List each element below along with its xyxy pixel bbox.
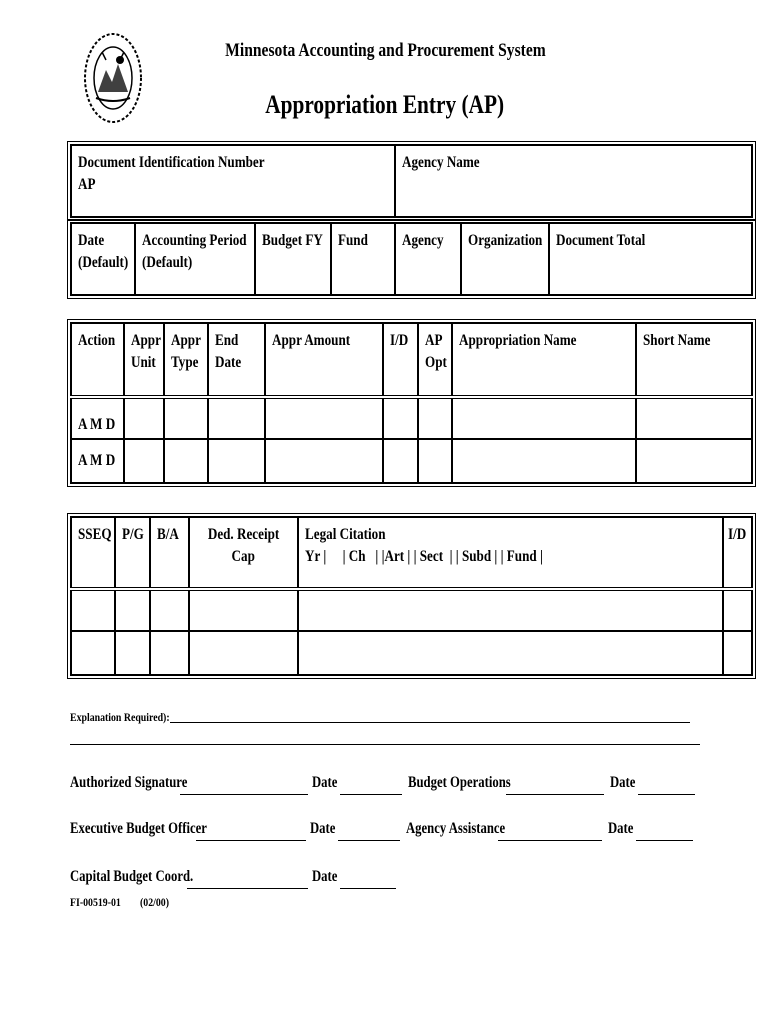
appropriation-name-cell[interactable]	[452, 397, 636, 439]
agency-assistance-date-line[interactable]	[636, 840, 693, 841]
id-cell[interactable]	[723, 589, 752, 631]
appr-unit-cell[interactable]	[124, 439, 164, 483]
form-revision: (02/00)	[140, 895, 169, 909]
table-row	[71, 397, 752, 439]
fund-cell[interactable]	[331, 223, 395, 295]
agency-cell[interactable]	[395, 223, 461, 295]
agency-assistance-line[interactable]	[498, 840, 602, 841]
sseq-header-row	[71, 517, 752, 589]
action-header: Action	[71, 323, 124, 397]
system-title: Minnesota Accounting and Procurement System	[224, 40, 546, 61]
appropriation-name-header: Appropriation Name	[452, 323, 636, 397]
appr-type-cell[interactable]	[164, 397, 208, 439]
id-cell[interactable]	[383, 439, 418, 483]
date-cell[interactable]	[71, 223, 135, 295]
budget-fy-label: Budget FY	[262, 232, 323, 249]
legal-citation-header: Legal Citation Yr | | Ch | |Art | | Sect | | Subd | | Fund |	[298, 517, 723, 589]
short-name-cell[interactable]	[636, 439, 752, 483]
agency-label: Agency	[402, 232, 444, 249]
agency-assistance-date-label: Date	[608, 820, 634, 837]
explanation-label: Explanation Required):	[70, 710, 170, 724]
pg-cell[interactable]	[115, 589, 150, 631]
action-cell[interactable]: A M D	[71, 439, 124, 483]
document-id-table	[70, 144, 753, 218]
explanation-line-1[interactable]	[170, 722, 690, 723]
accounting-period-default-label: (Default)	[142, 254, 193, 271]
explanation-row	[70, 708, 700, 726]
appr-type-header: Appr Type	[164, 323, 208, 397]
end-date-cell[interactable]	[208, 397, 265, 439]
sseq-table	[70, 516, 753, 676]
id-header: I/D	[723, 517, 752, 589]
authorized-signature-date-line[interactable]	[340, 794, 402, 795]
appr-type-cell[interactable]	[164, 439, 208, 483]
ap-opt-cell[interactable]	[418, 397, 452, 439]
pg-header: P/G	[115, 517, 150, 589]
end-date-header: End Date	[208, 323, 265, 397]
budget-operations-label: Budget Operations	[408, 774, 511, 791]
capital-budget-coord-date-line[interactable]	[340, 888, 396, 889]
appropriation-table	[70, 322, 753, 484]
ded-receipt-cap-cell[interactable]	[189, 631, 298, 675]
ap-opt-header: AP Opt	[418, 323, 452, 397]
document-total-cell[interactable]	[549, 223, 752, 295]
budget-operations-date-line[interactable]	[638, 794, 695, 795]
short-name-cell[interactable]	[636, 397, 752, 439]
ded-receipt-cap-cell[interactable]	[189, 589, 298, 631]
capital-budget-coord-line[interactable]	[187, 888, 308, 889]
short-name-header: Short Name	[636, 323, 752, 397]
document-id-cell[interactable]	[71, 145, 395, 217]
ded-receipt-cap-header: Ded. Receipt Cap	[189, 517, 298, 589]
id-cell[interactable]	[383, 397, 418, 439]
document-id-label: Document Identification Number	[78, 154, 265, 171]
sseq-header: SSEQ	[71, 517, 115, 589]
action-cell[interactable]: A M D	[71, 397, 124, 439]
sseq-cell[interactable]	[71, 589, 115, 631]
document-total-label: Document Total	[556, 232, 646, 249]
form-number: FI-00519-01	[70, 895, 121, 909]
sseq-cell[interactable]	[71, 631, 115, 675]
executive-budget-officer-line[interactable]	[196, 840, 306, 841]
accounting-period-cell[interactable]	[135, 223, 255, 295]
budget-operations-line[interactable]	[506, 794, 604, 795]
id-header: I/D	[383, 323, 418, 397]
authorized-signature-date-label: Date	[312, 774, 338, 791]
appr-unit-header: Appr Unit	[124, 323, 164, 397]
date-label: Date	[78, 232, 105, 249]
executive-budget-officer-label: Executive Budget Officer	[70, 820, 207, 837]
appropriation-header-row	[71, 323, 752, 397]
agency-name-label: Agency Name	[402, 154, 480, 171]
agency-assistance-label: Agency Assistance	[406, 820, 506, 837]
form-title: Appropriation Entry (AP)	[265, 90, 505, 119]
appr-unit-cell[interactable]	[124, 397, 164, 439]
capital-budget-coord-date-label: Date	[312, 868, 338, 885]
appropriation-name-cell[interactable]	[452, 439, 636, 483]
authorized-signature-line[interactable]	[180, 794, 308, 795]
document-id-value: AP	[78, 176, 96, 193]
appr-amount-header: Appr Amount	[265, 323, 383, 397]
ba-header: B/A	[150, 517, 189, 589]
agency-name-cell[interactable]	[395, 145, 752, 217]
appr-amount-cell[interactable]	[265, 397, 383, 439]
end-date-cell[interactable]	[208, 439, 265, 483]
legal-citation-cell[interactable]	[298, 631, 723, 675]
accounting-period-label: Accounting Period	[142, 232, 247, 249]
fund-label: Fund	[338, 232, 368, 249]
table-row	[71, 631, 752, 675]
id-cell[interactable]	[723, 631, 752, 675]
organization-label: Organization	[468, 232, 543, 249]
executive-budget-officer-date-label: Date	[310, 820, 336, 837]
capital-budget-coord-label: Capital Budget Coord.	[70, 868, 194, 885]
pg-cell[interactable]	[115, 631, 150, 675]
table-row	[71, 439, 752, 483]
budget-fy-cell[interactable]	[255, 223, 331, 295]
ba-cell[interactable]	[150, 631, 189, 675]
organization-cell[interactable]	[461, 223, 549, 295]
budget-operations-date-label: Date	[610, 774, 636, 791]
legal-citation-cell[interactable]	[298, 589, 723, 631]
date-period-table	[70, 222, 753, 296]
table-row	[71, 589, 752, 631]
ba-cell[interactable]	[150, 589, 189, 631]
explanation-line-2[interactable]	[70, 744, 700, 745]
date-default-label: (Default)	[78, 254, 129, 271]
authorized-signature-label: Authorized Signature	[70, 774, 188, 791]
appr-amount-cell[interactable]	[265, 439, 383, 483]
ap-opt-cell[interactable]	[418, 439, 452, 483]
executive-budget-officer-date-line[interactable]	[338, 840, 400, 841]
